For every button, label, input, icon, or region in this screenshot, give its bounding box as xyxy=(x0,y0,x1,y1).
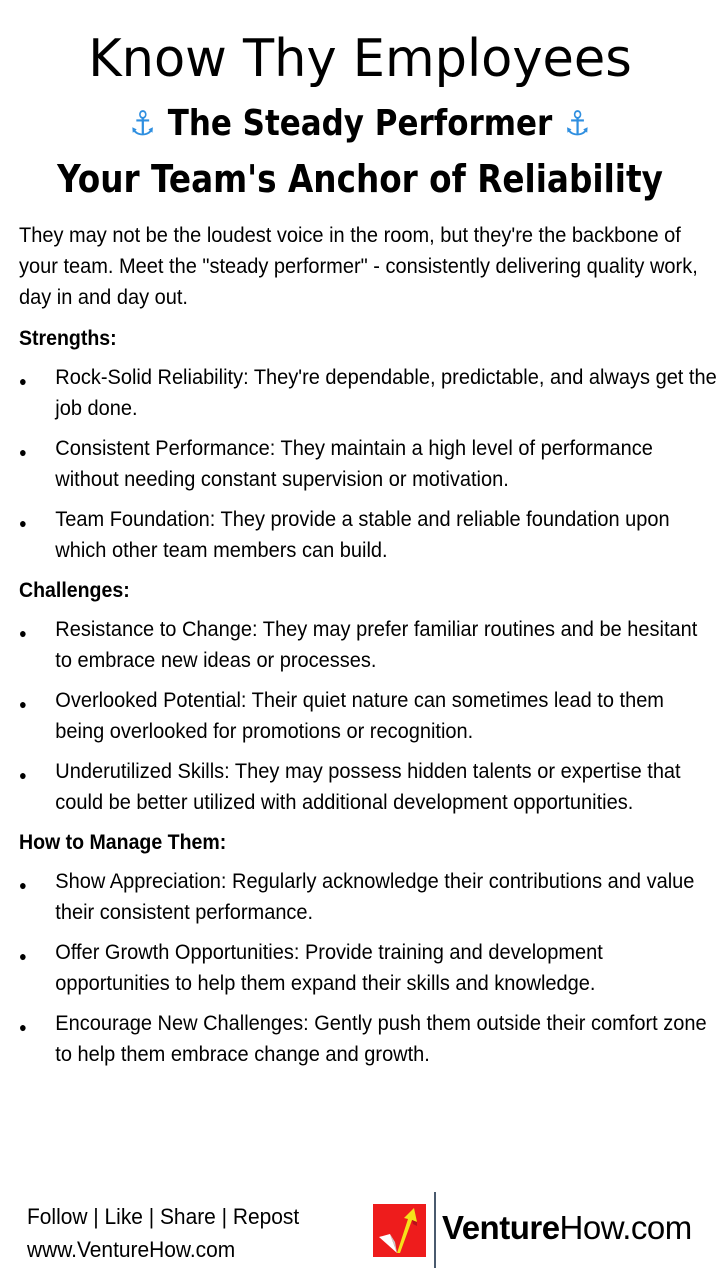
tagline: Your Team's Anchor of Reliability xyxy=(57,157,663,201)
bullet-icon: ● xyxy=(19,515,27,531)
list-item: ● Rock-Solid Reliability: They're dependable, predictable, and always get the job done. xyxy=(19,362,718,424)
section-manage xyxy=(19,827,718,1070)
page-title: Know Thy Employees xyxy=(88,29,632,89)
section-challenges xyxy=(19,575,718,818)
intro-paragraph: They may not be the loudest voice in the room, but they're the backbone of your team. Meet the "steady performer" - consistently delivering quality work, day in and day out. xyxy=(19,223,698,309)
social-cta: Follow | Like | Share | Repost xyxy=(27,1204,300,1229)
content xyxy=(19,220,719,1079)
anchor-icon: ⚓ xyxy=(129,104,156,144)
brand-name[interactable]: VentureHow.com xyxy=(442,1209,692,1246)
bullet-icon: ● xyxy=(19,625,27,641)
bullet-icon: ● xyxy=(19,1019,27,1035)
list-item: ● Consistent Performance: They maintain a high level of performance without needing constant supervision or motivation. xyxy=(19,433,718,495)
section-heading: Strengths: xyxy=(19,327,117,350)
list-item: ● Underutilized Skills: They may possess hidden talents or expertise that could be better utilized with additional development opportunities. xyxy=(19,756,718,818)
bullet-icon: ● xyxy=(19,373,27,389)
section-strengths xyxy=(19,323,718,566)
subtitle-text: The Steady Performer xyxy=(167,103,553,144)
list-item: ● Team Foundation: They provide a stable and reliable foundation upon which other team members can build. xyxy=(19,504,718,566)
subtitle xyxy=(50,100,669,148)
venturehow-logo-icon xyxy=(373,1204,426,1257)
anchor-icon: ⚓ xyxy=(564,104,591,144)
section-heading: How to Manage Them: xyxy=(19,831,227,854)
list-item: ● Overlooked Potential: Their quiet nature can sometimes lead to them being overlooked for promotions or recognition. xyxy=(19,685,718,747)
list-item: ● Resistance to Change: They may prefer familiar routines and be hesitant to embrace new ideas or processes. xyxy=(19,614,718,676)
bullet-icon: ● xyxy=(19,948,27,964)
list-item: ● Offer Growth Opportunities: Provide training and development opportunities to help them expand their skills and knowledge. xyxy=(19,937,718,999)
list-item: ● Show Appreciation: Regularly acknowledge their contributions and value their consistent performance. xyxy=(19,866,718,928)
divider xyxy=(434,1192,436,1268)
bullet-icon: ● xyxy=(19,696,27,712)
bullet-icon: ● xyxy=(19,767,27,783)
bullet-icon: ● xyxy=(19,877,27,893)
section-heading: Challenges: xyxy=(19,579,130,602)
website-link[interactable]: www.VentureHow.com xyxy=(27,1237,236,1262)
footer-text xyxy=(27,1200,299,1266)
bullet-icon: ● xyxy=(19,444,27,460)
list-item: ● Encourage New Challenges: Gently push them outside their comfort zone to help them embrace change and growth. xyxy=(19,1008,718,1070)
